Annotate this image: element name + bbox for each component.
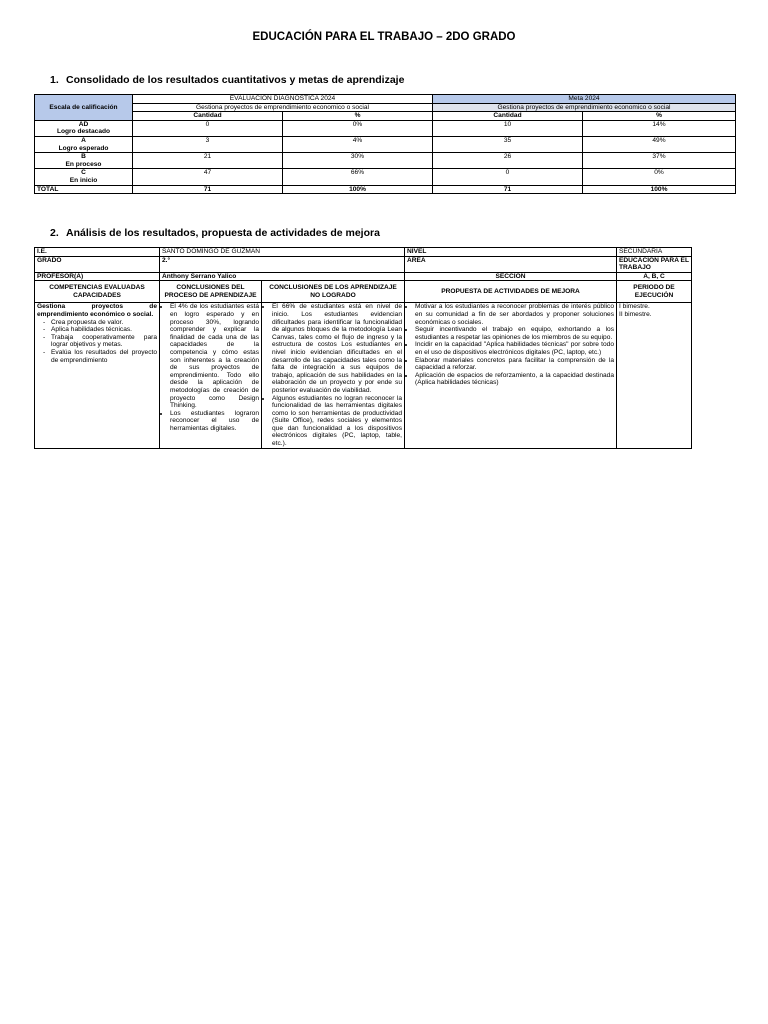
proceso-list [162, 303, 259, 432]
analysis-table [34, 247, 692, 449]
meta-pct: 37% [583, 153, 736, 169]
eval-qty: 47 [133, 169, 283, 185]
grado-label: GRADO [35, 256, 160, 272]
list-item: • El 4% de los estudiantes está en logro esperado y en proceso 30%, logrando comprender y explicar la finalidad de cada una de las capacidades de la competencia y cómo estas son inherentes a la creación de sus proyectos de emprendimiento. Todo ello desde la aplicación de metodologías de creación de proyecto como Design Thinking. [170, 303, 259, 409]
meta-pct: 14% [583, 120, 736, 136]
section-1-title: Consolidado de los resultados cuantitativos y metas de aprendizaje [66, 74, 405, 86]
competencias-cell [35, 303, 160, 448]
nivel-value: SECUNDARIA [617, 248, 692, 257]
seccion-value: A, B, C [617, 272, 692, 281]
total-row [35, 185, 736, 194]
proceso-cell [160, 303, 262, 448]
total-eval-qty: 71 [133, 185, 283, 194]
list-item: • Aplicación de espacios de reforzamiento, a la capacidad destinada (Aplica habilidades técnicas) [415, 372, 614, 387]
eval-qty: 21 [133, 153, 283, 169]
meta-qty: 35 [433, 136, 583, 152]
meta-pct-header: % [583, 112, 736, 121]
eval-pct: 66% [283, 169, 433, 185]
header-periodo: PERIODO DE EJECUCIÓN [617, 281, 692, 303]
table-row [35, 169, 736, 185]
eval-header: EVALUACION DIAGNOSTICA 2024 [133, 95, 433, 104]
level-label: Logro esperado [58, 144, 109, 152]
list-item: • Seguir incentivando el trabajo en equipo, exhortando a los estudiantes a respetar las opiniones de los miembros de su equipo. [415, 326, 614, 341]
profesor-label: PROFESOR(A) [35, 272, 160, 281]
total-meta-pct: 100% [583, 185, 736, 194]
level-label: Logro destacado [56, 128, 111, 136]
propuesta-list [407, 303, 614, 387]
list-item: • Elaborar materiales concretos para facilitar la comprensión de la capacidad a reforzar. [415, 357, 614, 372]
eval-competency: Gestiona proyectos de emprendimiento economico o social [133, 103, 433, 112]
total-meta-qty: 71 [433, 185, 583, 194]
total-label: TOTAL [35, 185, 133, 194]
eval-pct: 0% [283, 120, 433, 136]
table-row [35, 153, 736, 169]
ie-value: SANTO DOMINGO DE GUZMAN [160, 248, 405, 257]
scale-header: Escala de calificación [35, 95, 133, 121]
section-1-heading [50, 74, 404, 86]
meta-pct: 49% [583, 136, 736, 152]
profesor-value: Anthony Serrano Yalico [160, 272, 405, 281]
meta-qty: 10 [433, 120, 583, 136]
eval-qty: 0 [133, 120, 283, 136]
meta-competency: Gestiona proyectos de emprendimiento economico o social [433, 103, 736, 112]
ie-label: I.E. [35, 248, 160, 257]
document-title: EDUCACIÓN PARA EL TRABAJO – 2DO GRADO [252, 31, 516, 43]
header-proceso: CONCLUSIONES DEL PROCESO DE APRENDIZAJE [160, 281, 262, 303]
list-item: • Motivar a los estudiantes a reconocer problemas de interés público en su comunidad a fin de ser abordados y proponer soluciones económicas o sociales. [415, 303, 614, 326]
section-2-heading [50, 227, 380, 239]
section-2-title: Análisis de los resultados, propuesta de actividades de mejora [66, 227, 380, 239]
nivel-label: NIVEL [405, 248, 617, 257]
results-table [34, 94, 736, 194]
list-item: • Algunos estudiantes no logran reconocer la funcionalidad de las herramientas digitales como lo son herramientas de productividad (Suite Office), redes sociales y elementos que dan funcionalidad a los dispositivos electrónicos digitales (PC, laptop, table, etc.). [272, 395, 402, 448]
level-code: AD [78, 120, 89, 128]
meta-qty: 26 [433, 153, 583, 169]
grado-value: 2.° [160, 256, 405, 272]
level-code: C [81, 169, 86, 177]
total-eval-pct: 100% [283, 185, 433, 194]
header-competencias: COMPETENCIAS EVALUADAS CAPACIDADES [35, 281, 160, 303]
list-item: - Aplica habilidades técnicas. [43, 326, 157, 334]
eval-pct: 30% [283, 153, 433, 169]
eval-qty-header: Cantidad [133, 112, 283, 121]
level-label: En inicio [69, 176, 98, 184]
table-row [35, 136, 736, 152]
area-value: EDUCACION PARA EL TRABAJO [617, 256, 692, 272]
section-2-number: 2. [50, 227, 59, 239]
meta-qty-header: Cantidad [433, 112, 583, 121]
list-item: - Evalúa los resultados del proyecto de emprendimiento [43, 349, 157, 364]
header-propuesta: PROPUESTA DE ACTIVIDADES DE MEJORA [405, 281, 617, 303]
periodo-cell [617, 303, 692, 448]
list-item: - Crea propuesta de valor. [43, 319, 157, 327]
level-label: En proceso [65, 160, 102, 168]
level-cell [35, 136, 133, 152]
header-no-logrado: CONCLUSIONES DE LOS APRENDIZAJE NO LOGRADO [262, 281, 405, 303]
list-item: • Los estudiantes lograron reconocer el uso de herramientas digitales. [170, 410, 259, 433]
level-cell [35, 153, 133, 169]
level-code: B [81, 153, 86, 161]
eval-qty: 3 [133, 136, 283, 152]
eval-pct-header: % [283, 112, 433, 121]
level-cell [35, 120, 133, 136]
level-cell [35, 169, 133, 185]
seccion-label: SECCIÓN [405, 272, 617, 281]
section-1-number: 1. [50, 74, 59, 86]
no-logrado-cell [262, 303, 405, 448]
meta-qty: 0 [433, 169, 583, 185]
periodo-item: I bimestre. [619, 303, 650, 311]
area-label: AREA [405, 256, 617, 272]
no-logrado-list [264, 303, 402, 447]
competencia-title: Gestiona proyectos de emprendimiento económico o social. [37, 303, 157, 318]
list-item: - Trabaja cooperativamente para lograr objetivos y metas. [43, 334, 157, 349]
level-code: A [81, 136, 86, 144]
propuesta-cell [405, 303, 617, 448]
list-item: • El 66% de estudiantes está en nivel de inicio. Los estudiantes evidencian dificultades para identificar la funcionalidad de algunos bloques de la metodología Lean Canvas, tales como el flujo de ingreso y la estructura de costos Los estudiantes en nivel inicio evidencian dificultades en el desarrollo de las capacidades tales como la falta de integración a sus equipos de trabajo, aplicación de sus habilidades en la elaboración de un proyecto y por ende su posterior evaluación de viabilidad. [272, 303, 402, 394]
capacidades-list [37, 319, 157, 365]
periodo-item: II bimestre. [619, 310, 652, 318]
eval-pct: 4% [283, 136, 433, 152]
table-row [35, 120, 736, 136]
list-item: • Incidir en la capacidad "Aplica habilidades técnicas" por sobre todo en el uso de dispositivos electrónicos digitales (PC, laptop, etc.) [415, 341, 614, 356]
meta-pct: 0% [583, 169, 736, 185]
meta-header: Meta 2024 [433, 95, 736, 104]
